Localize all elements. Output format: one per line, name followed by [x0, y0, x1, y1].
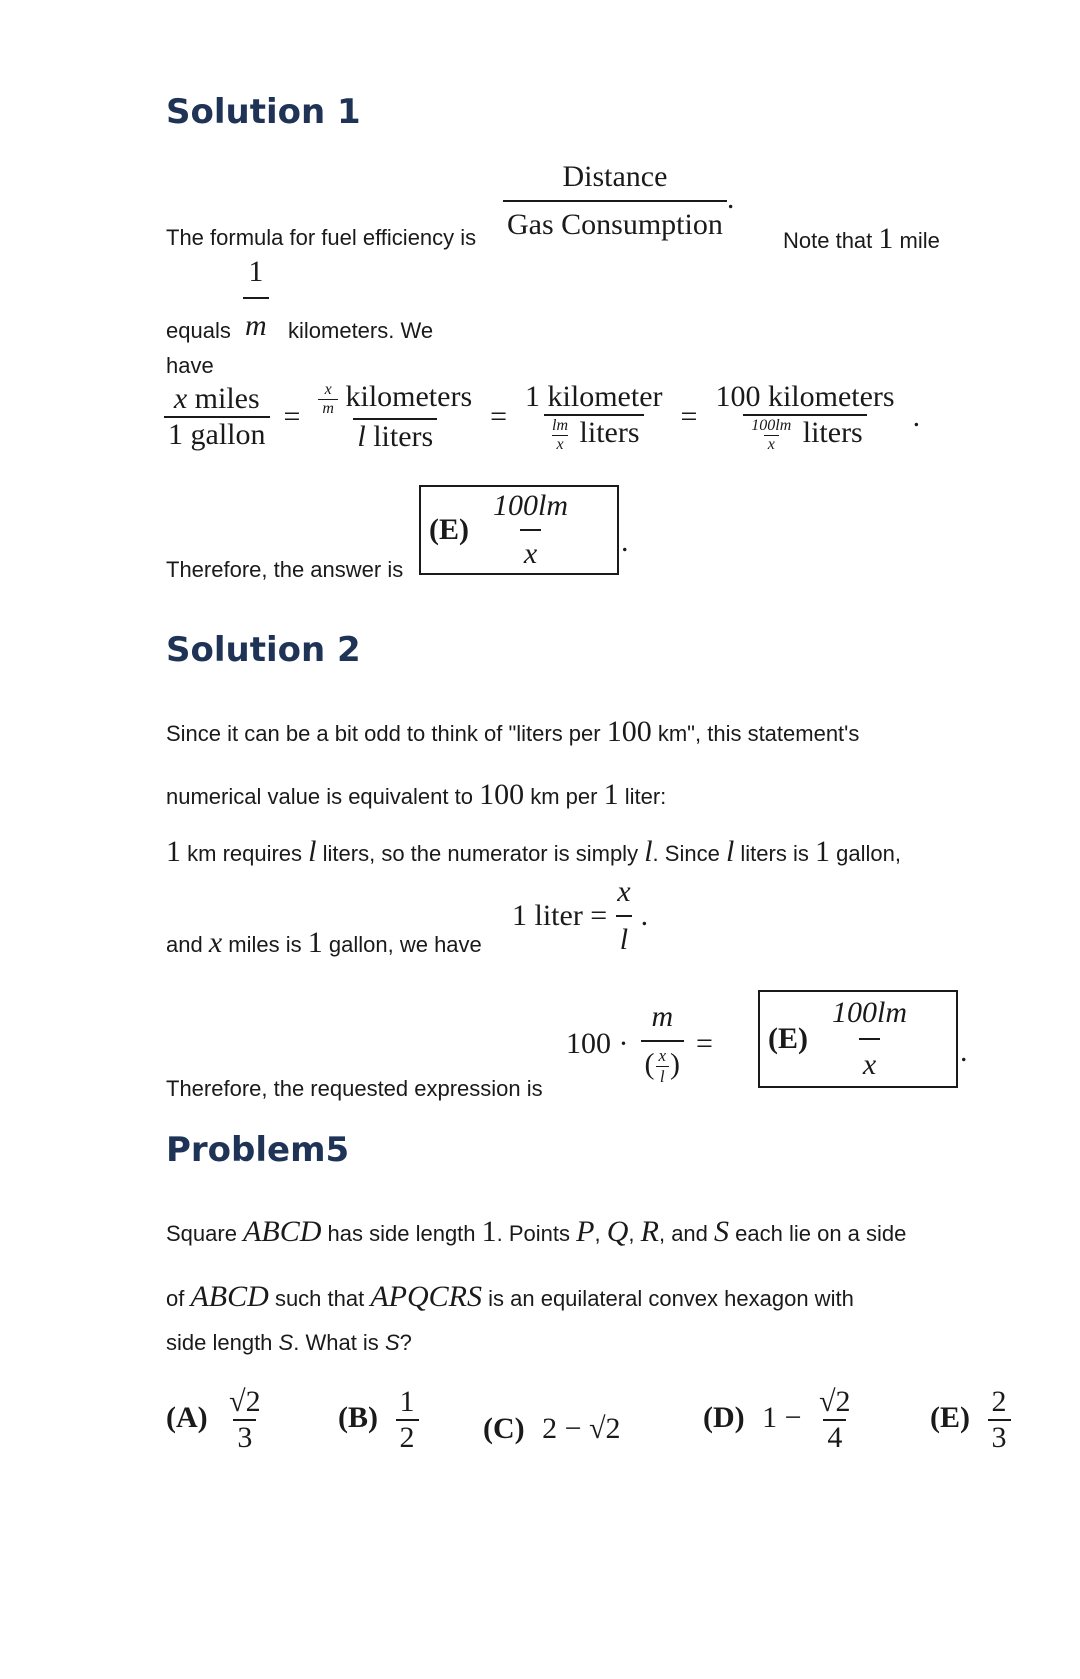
- sol1-equals: equals: [166, 318, 231, 343]
- sol1-km-we: kilometers. We: [288, 318, 434, 343]
- sol2-answer-box: (E) $\frac{100lm}{x}$: [758, 990, 958, 1088]
- problem-5-heading: Problem5: [166, 1130, 350, 1170]
- choice-e: (E) $\frac{2}{3}$: [930, 1385, 1011, 1455]
- eq-term-1: $\frac{\text{x miles}}{\text{1 gallon}}$: [164, 382, 270, 452]
- solution-1-heading: Solution 1: [166, 92, 361, 132]
- sol1-note: Note that 1 mile: [783, 222, 940, 255]
- sol2-line-1: Since it can be a bit odd to think of "liters per 100 km", this statement's: [166, 715, 860, 748]
- sol1-intro: The formula for fuel efficiency is: [166, 225, 477, 250]
- choice-c: (C) 2 − √2: [483, 1412, 621, 1445]
- prob5-line-1: Square ABCD has side length 1. Points P, Q, R, and S each lie on a side: [166, 1215, 907, 1248]
- solution-2-heading: Solution 2: [166, 630, 361, 670]
- one-over-m: $\frac{1}{m}$: [245, 255, 267, 342]
- sol2-line-2: numerical value is equivalent to 100 km per 1 liter:: [166, 778, 667, 811]
- sol2-req-text: Therefore, the requested expression is: [166, 1076, 543, 1101]
- sol2-period: .: [960, 1035, 968, 1068]
- eq-term-4: 100 kilometers $\frac{100lm}{x}$ liters: [715, 380, 895, 453]
- eq-term-2: $\frac{x}{m}$ kilometers l liters: [314, 380, 476, 454]
- requested-expression: 100 · m ( $\frac{x}{l}$ ) =: [566, 1000, 713, 1086]
- sol1-have: have: [166, 353, 214, 378]
- sol2-line-3: 1 km requires l liters, so the numerator is simply l. Since l liters is 1 gallon,: [166, 835, 901, 868]
- choice-a: (A) $\frac{√2}{3}$: [166, 1385, 261, 1454]
- sol1-answer-text: Therefore, the answer is: [166, 557, 404, 582]
- sol1-period: .: [621, 525, 629, 558]
- sol1-answer-box: (E) $\frac{100lm}{x}$: [419, 485, 619, 575]
- prob5-line-2: of ABCD such that APQCRS is an equilateral convex hexagon with: [166, 1280, 854, 1313]
- liter-equation: 1 liter = $\frac{x}{l}$ .: [512, 875, 649, 956]
- sol2-line-4: and x miles is 1 gallon, we have: [166, 926, 482, 959]
- choice-b: (B) $\frac{1}{2}$: [338, 1385, 419, 1455]
- conversion-equation: $\frac{\text{x miles}}{\text{1 gallon}}$ = $\frac{x}{m}$ kilometers l liters = 1 kilometer $\frac{lm}{x}$ liters = 100 kilometers $\frac{100lm}{x}$ liters .: [164, 380, 920, 454]
- prob5-line-3: side length S. What is S?: [166, 1330, 412, 1355]
- choice-d: (D) 1 − $\frac{√2}{4}$: [703, 1385, 851, 1454]
- efficiency-formula: $\frac{\text{Distance}}{\text{Gas Consumption}}$ .: [503, 160, 734, 242]
- eq-term-3: 1 kilometer $\frac{lm}{x}$ liters: [525, 380, 663, 453]
